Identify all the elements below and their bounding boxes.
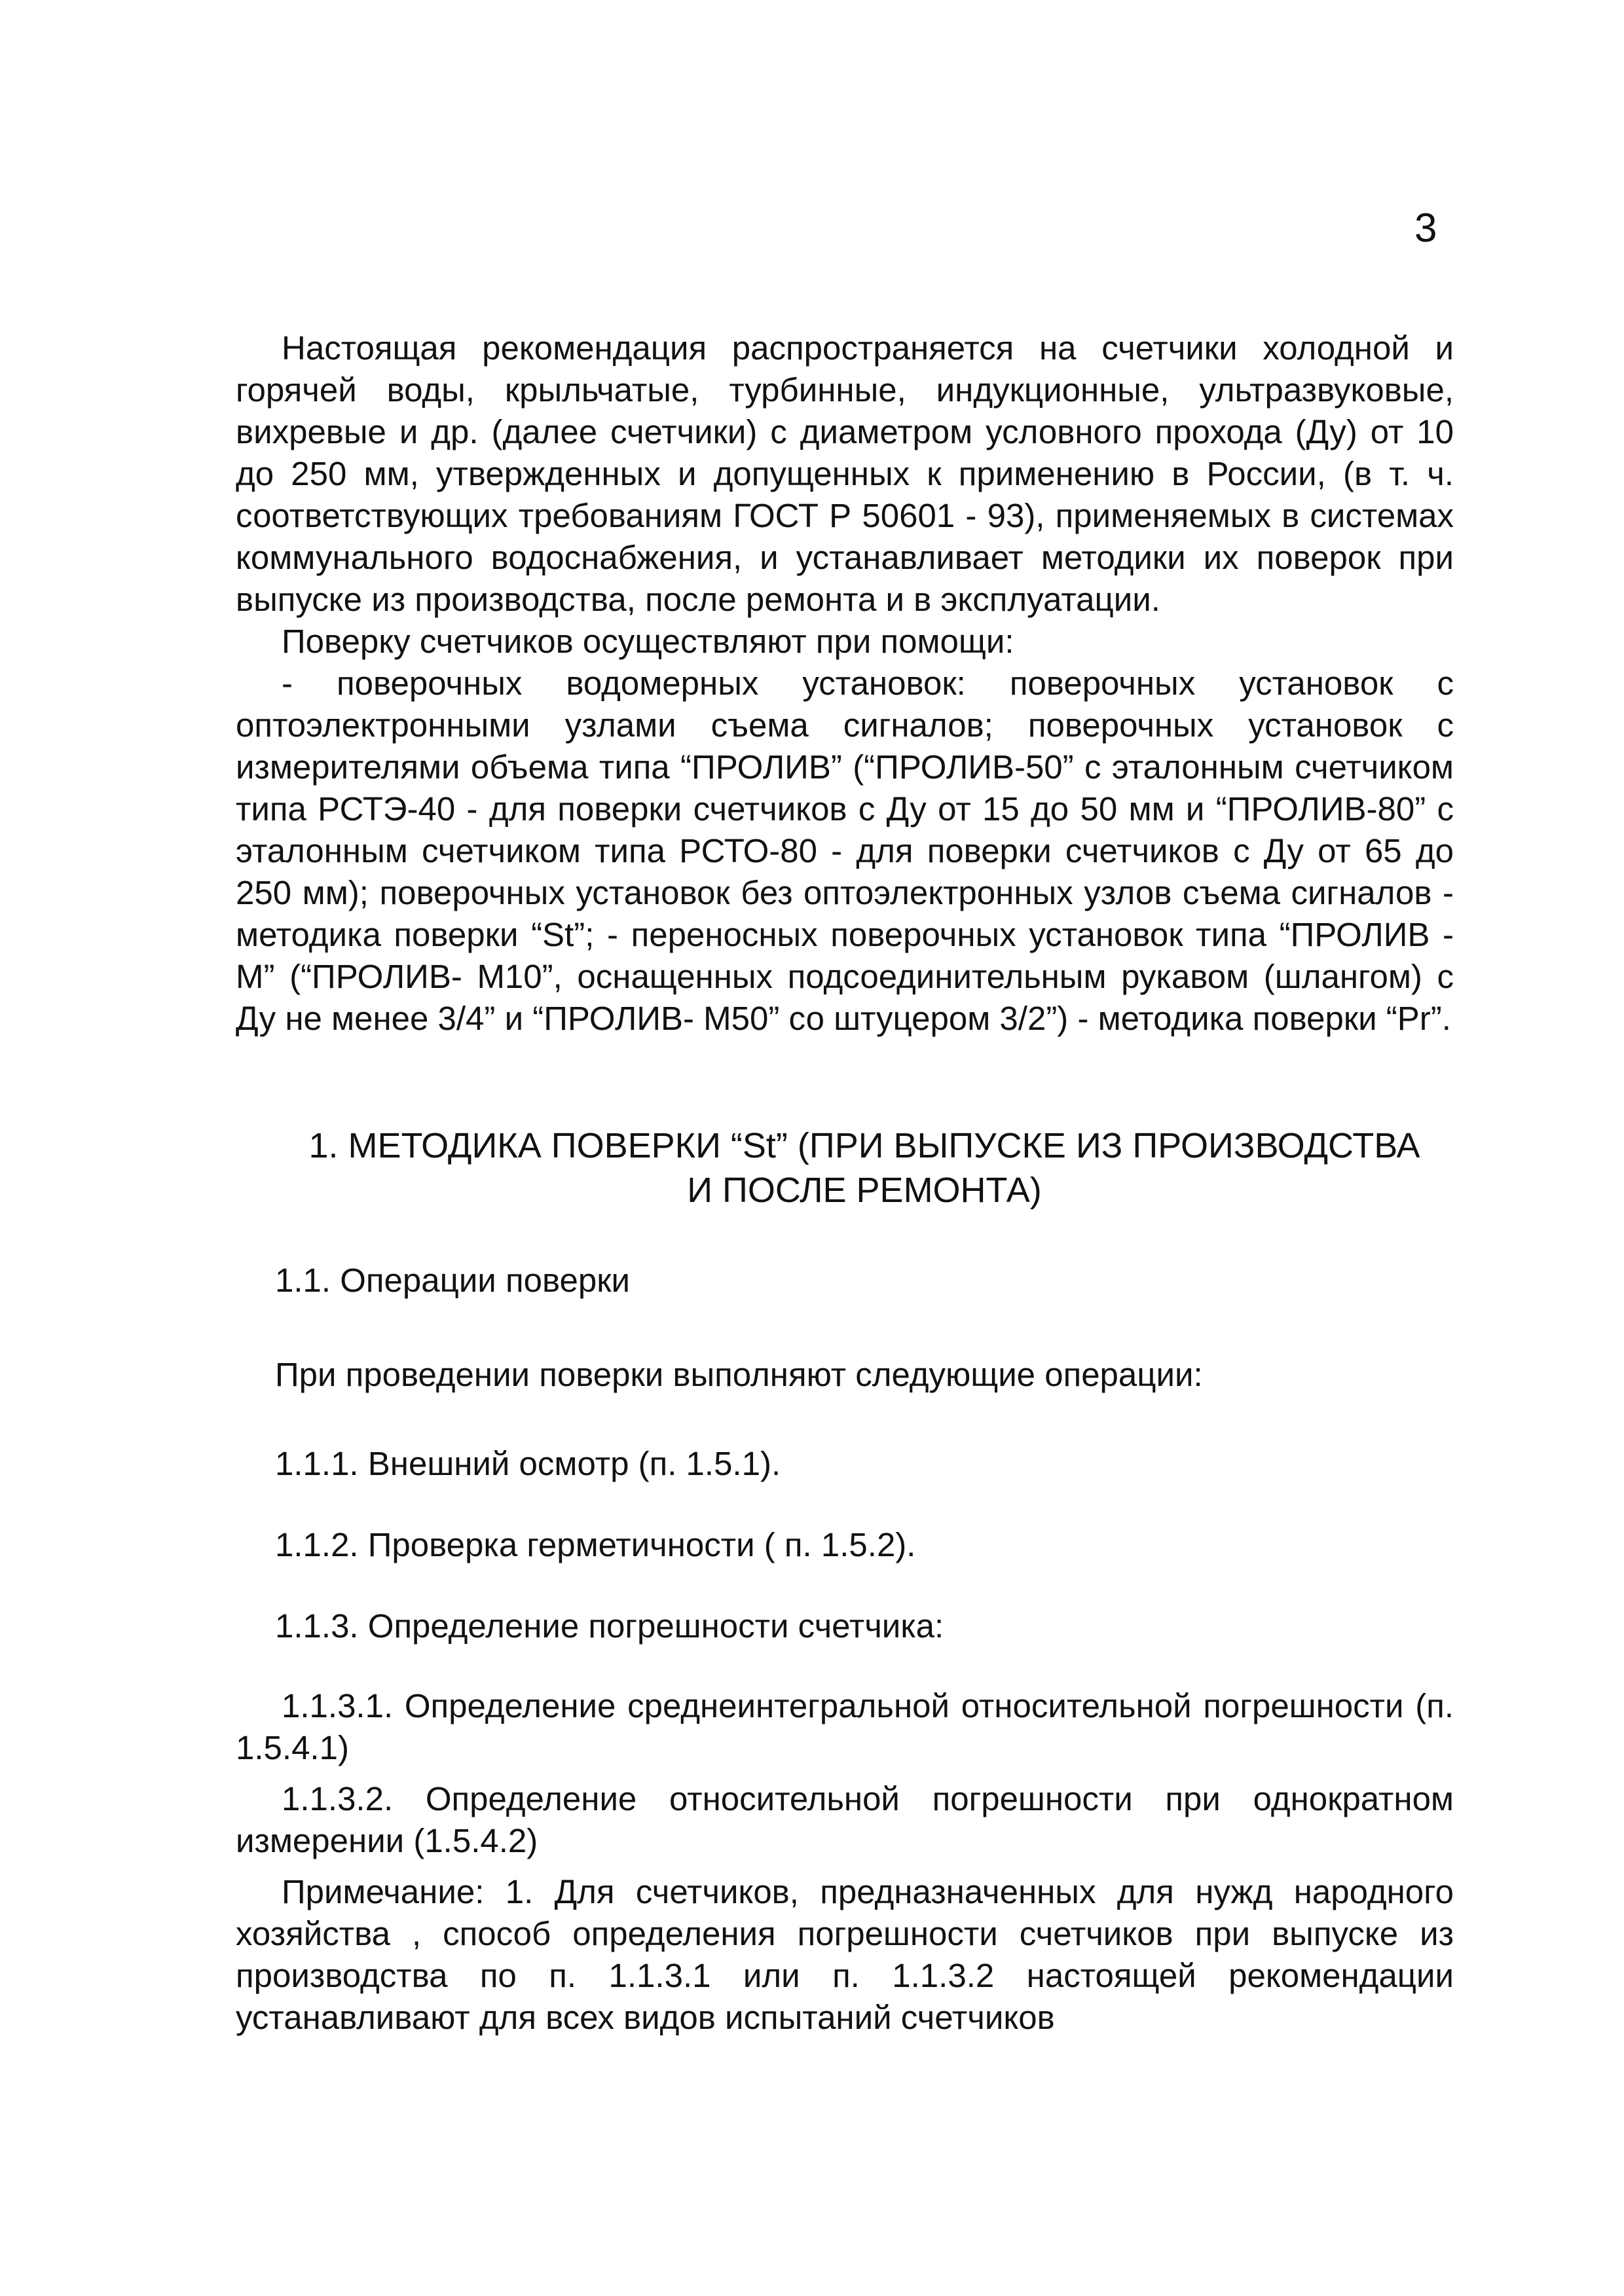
intro-paragraph-means: Поверку счетчиков осуществляют при помощи: xyxy=(282,623,1014,660)
operation-1-1-3-2: 1.1.3.2. Определение относительной погрешности при однократном измерении (1.5.4.2) xyxy=(236,1780,1454,1859)
page-number: 3 xyxy=(1414,206,1437,251)
intro-paragraph-scope: Настоящая рекомендация распространяется на счетчики холодной и горячей воды, крыльчатые, турбинные, индукционные, ультразвуковые, вихревые и др. (далее счетчики) с диаметром условного прохода (Ду) от 10 до 250 мм, утвержденных и допущенных к применению в России, (в т. ч. соответствующих требованиям ГОСТ Р 50601 - 93), применяемых в системах коммунального водоснабжения, и устанавливает методики их поверок при выпуске из производства, после ремонта и в эксплуатации. xyxy=(236,329,1454,618)
operations-intro: При проведении поверки выполняют следующие операции: xyxy=(275,1356,1203,1393)
operation-1-1-2: 1.1.2. Проверка герметичности ( п. 1.5.2). xyxy=(275,1526,916,1563)
page-body xyxy=(236,327,1454,2039)
subsection-1-1-title: 1.1. Операции поверки xyxy=(275,1262,630,1299)
note-1: Примечание: 1. Для счетчиков, предназначенных для нужд народного хозяйства , способ определения погрешности счетчиков при выпуске из производства по п. 1.1.3.1 или п. 1.1.3.2 настоящей рекомендации устанавливают для всех видов испытаний счетчиков xyxy=(236,1873,1454,2036)
section-1-title xyxy=(236,1123,1454,1212)
intro-paragraph-installations: - поверочных водомерных установок: поверочных установок с оптоэлектронными узлами съема сигналов; поверочных установок с измерителями объема типа “ПРОЛИВ” (“ПРОЛИВ-50” с эталонным счетчиком типа РСТЭ-40 - для поверки счетчиков с Ду от 15 до 50 мм и “ПРОЛИВ-80” с эталонным счетчиком типа РСТО-80 - для поверки счетчиков с Ду от 65 до 250 мм); поверочных установок без оптоэлектронных узлов съема сигналов - методика поверки “St”; - переносных поверочных установок типа “ПРОЛИВ - М” (“ПРОЛИВ- М10”, оснащенных подсоединительным рукавом (шлангом) с Ду не менее 3/4” и “ПРОЛИВ- М50” со штуцером 3/2”) - методика поверки “Pr”. xyxy=(236,665,1454,1037)
operation-1-1-3-1: 1.1.3.1. Определение среднеинтегральной относительной погрешности (п. 1.5.4.1) xyxy=(236,1687,1454,1766)
section-1-title-line-1: 1. МЕТОДИКА ПОВЕРКИ “St” (ПРИ ВЫПУСКЕ ИЗ ПРОИЗВОДСТВА xyxy=(308,1126,1420,1165)
section-1-title-line-2: И ПОСЛЕ РЕМОНТА) xyxy=(687,1171,1042,1210)
operation-1-1-3: 1.1.3. Определение погрешности счетчика: xyxy=(275,1607,944,1645)
operation-1-1-1: 1.1.1. Внешний осмотр (п. 1.5.1). xyxy=(275,1445,781,1482)
